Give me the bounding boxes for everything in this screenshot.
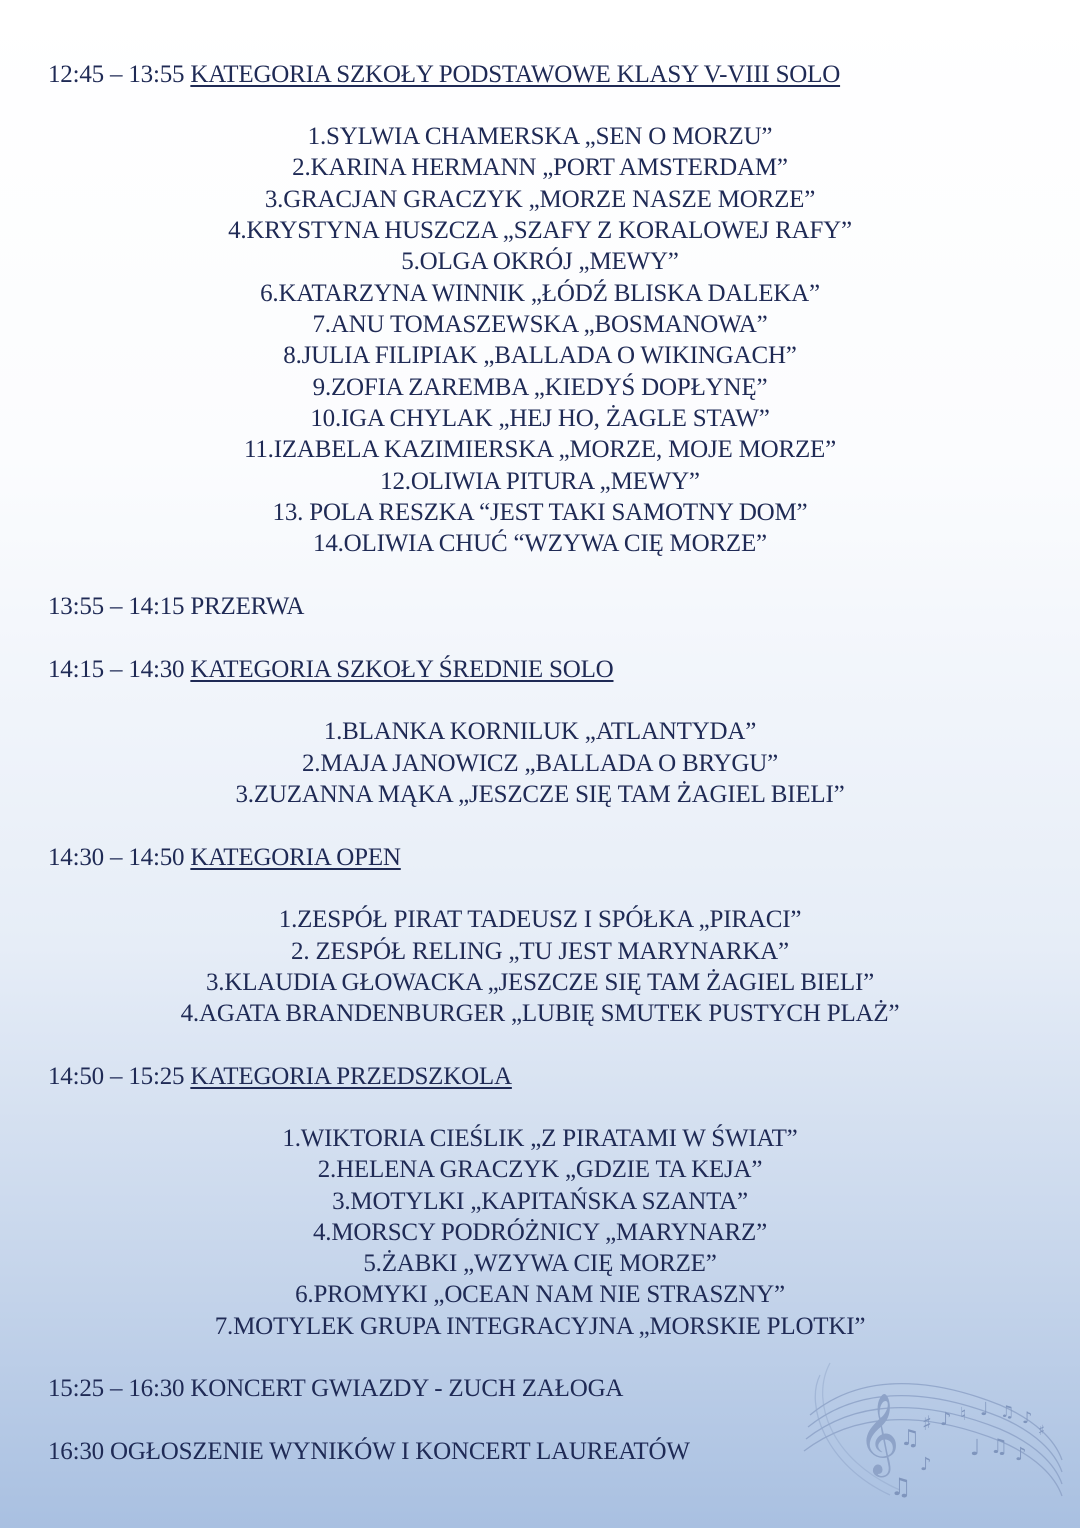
event-label: KONCERT GWIAZDY - ZUCH ZAŁOGA xyxy=(190,1375,624,1402)
participant-item: 2.MAJA JANOWICZ „BALLADA O BRYGU” xyxy=(301,750,779,777)
participant-item: 4.AGATA BRANDENBURGER „LUBIĘ SMUTEK PUSTYCH PLAŻ” xyxy=(180,1000,900,1027)
participant-item: 2.KARINA HERMANN „PORT AMSTERDAM” xyxy=(292,154,788,181)
category-title: KATEGORIA OPEN xyxy=(190,844,401,871)
participant-item: 4.MORSCY PODRÓŻNICY „MARYNARZ” xyxy=(313,1219,767,1246)
schedule-heading xyxy=(0,1061,1080,1092)
svg-text:♯: ♯ xyxy=(922,1411,932,1435)
svg-text:♫: ♫ xyxy=(1000,1402,1015,1421)
time-range: 14:50 – 15:25 xyxy=(48,1063,185,1090)
time-range: 16:30 xyxy=(48,1438,104,1465)
time-range: 15:25 – 16:30 xyxy=(48,1375,185,1402)
participant-item: 2. ZESPÓŁ RELING „TU JEST MARYNARKA” xyxy=(291,938,789,965)
svg-text:♪: ♪ xyxy=(1022,1408,1033,1427)
participant-item: 1.WIKTORIA CIEŚLIK „Z PIRATAMI W ŚWIAT” xyxy=(282,1125,798,1152)
svg-text:♪: ♪ xyxy=(1015,1444,1027,1465)
time-range: 12:45 – 13:55 xyxy=(48,61,185,88)
svg-text:♪: ♪ xyxy=(940,1409,952,1430)
participant-item: 12.OLIWIA PITURA „MEWY” xyxy=(380,468,700,495)
participant-item: 13. POLA RESZKA “JEST TAKI SAMOTNY DOM” xyxy=(272,499,808,526)
participant-item: 4.KRYSTYNA HUSZCZA „SZAFY Z KORALOWEJ RAFY” xyxy=(228,217,852,244)
participant-item: 3.MOTYLKI „KAPITAŃSKA SZANTA” xyxy=(332,1188,748,1215)
participant-item: 11.IZABELA KAZIMIERSKA „MORZE, MOJE MORZE” xyxy=(243,436,837,463)
time-range: 13:55 – 14:15 xyxy=(48,593,185,620)
svg-text:♩: ♩ xyxy=(970,1436,981,1461)
schedule-heading xyxy=(0,842,1080,873)
category-title: KATEGORIA PRZEDSZKOLA xyxy=(190,1063,512,1090)
svg-text:♫: ♫ xyxy=(890,1473,912,1501)
schedule-heading xyxy=(0,654,1080,685)
svg-text:♫: ♫ xyxy=(900,1426,920,1451)
participant-item: 9.ZOFIA ZAREMBA „KIEDYŚ DOPŁYNĘ” xyxy=(312,374,768,401)
participant-item: 3.ZUZANNA MĄKA „JESZCZE SIĘ TAM ŻAGIEL BIELI” xyxy=(235,781,845,808)
schedule-heading xyxy=(0,59,1080,90)
category-title: KATEGORIA SZKOŁY ŚREDNIE SOLO xyxy=(190,656,614,683)
participant-item: 7.MOTYLEK GRUPA INTEGRACYJNA „MORSKIE PLOTKI” xyxy=(214,1313,866,1340)
category-title: KATEGORIA SZKOŁY PODSTAWOWE KLASY V-VIII SOLO xyxy=(190,61,841,88)
svg-text:♪: ♪ xyxy=(920,1454,932,1475)
participant-item: 6.KATARZYNA WINNIK „ŁÓDŹ BLISKA DALEKA” xyxy=(260,280,820,307)
break-label: PRZERWA xyxy=(190,593,305,620)
participant-item: 7.ANU TOMASZEWSKA „BOSMANOWA” xyxy=(312,311,768,338)
svg-text:♩: ♩ xyxy=(980,1399,989,1420)
participant-item: 1.BLANKA KORNILUK „ATLANTYDA” xyxy=(323,718,757,745)
participant-item: 3.KLAUDIA GŁOWACKA „JESZCZE SIĘ TAM ŻAGIEL BIELI” xyxy=(206,969,874,996)
music-notes-staff-icon xyxy=(800,1345,1070,1510)
event-label: OGŁOSZENIE WYNIKÓW I KONCERT LAUREATÓW xyxy=(110,1438,690,1465)
participant-item: 8.JULIA FILIPIAK „BALLADA O WIKINGACH” xyxy=(283,342,797,369)
participant-item: 3.GRACJAN GRACZYK „MORZE NASZE MORZE” xyxy=(264,186,816,213)
participant-item: 1.ZESPÓŁ PIRAT TADEUSZ I SPÓŁKA „PIRACI” xyxy=(278,906,802,933)
participant-item: 1.SYLWIA CHAMERSKA „SEN O MORZU” xyxy=(307,123,773,150)
participant-item: 2.HELENA GRACZYK „GDZIE TA KEJA” xyxy=(317,1156,763,1183)
time-range: 14:15 – 14:30 xyxy=(48,656,185,683)
svg-text:♮: ♮ xyxy=(960,1404,967,1425)
time-range: 14:30 – 14:50 xyxy=(48,844,185,871)
svg-text:♯: ♯ xyxy=(1038,1423,1045,1439)
participant-item: 5.OLGA OKRÓJ „MEWY” xyxy=(401,248,679,275)
participant-item: 6.PROMYKI „OCEAN NAM NIE STRASZNY” xyxy=(295,1281,785,1308)
schedule-heading xyxy=(0,591,1080,622)
svg-text:♫: ♫ xyxy=(990,1434,1008,1458)
participant-item: 5.ŻABKI „WZYWA CIĘ MORZE” xyxy=(363,1250,717,1277)
participant-item: 14.OLIWIA CHUĆ “WZYWA CIĘ MORZE” xyxy=(313,530,767,557)
participant-item: 10.IGA CHYLAK „HEJ HO, ŻAGLE STAW” xyxy=(310,405,770,432)
svg-text:𝄞: 𝄞 xyxy=(858,1392,900,1474)
